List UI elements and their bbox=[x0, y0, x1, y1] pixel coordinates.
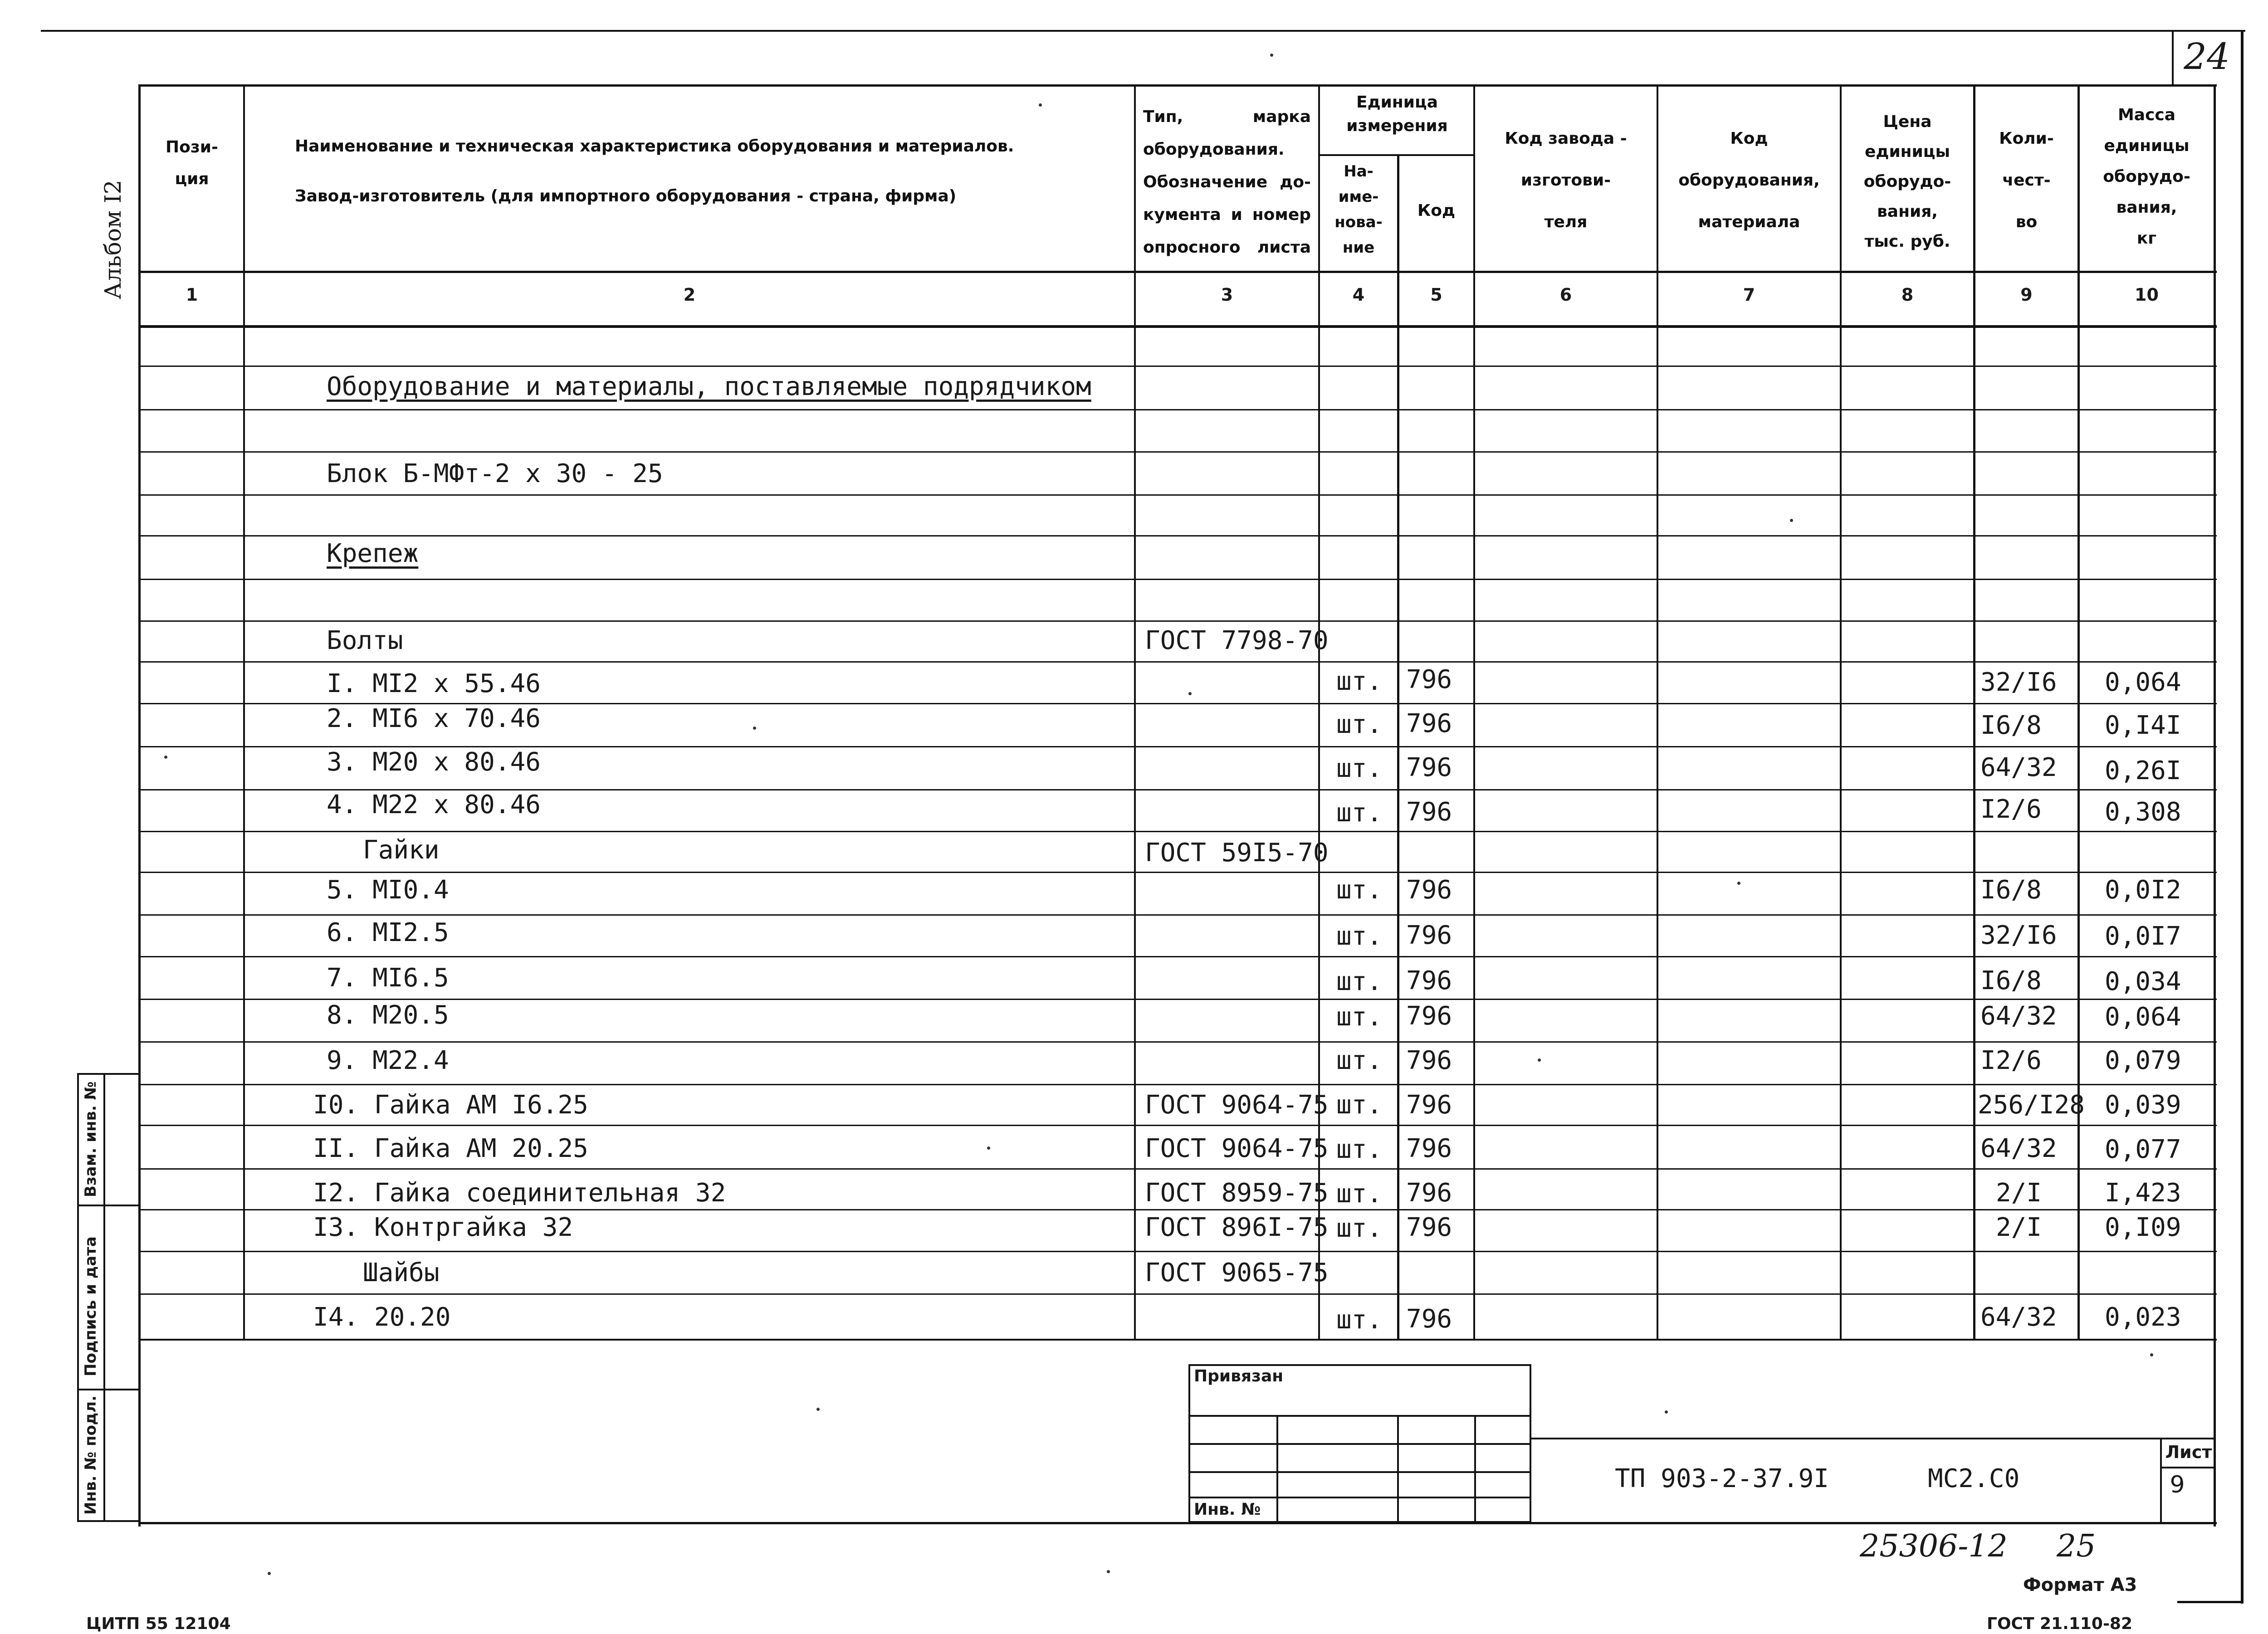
table-row-code: 796 bbox=[1406, 1134, 1452, 1163]
col-line bbox=[1473, 84, 1475, 1341]
table-row-code: 796 bbox=[1406, 665, 1452, 694]
sheet-box-mid bbox=[2160, 1467, 2215, 1468]
table-bottom-line bbox=[138, 1339, 2217, 1341]
table-row-code: 796 bbox=[1406, 921, 1452, 950]
section-title: Оборудование и материалы, поставляемые подрядчиком bbox=[327, 372, 1091, 401]
col-line bbox=[1840, 84, 1842, 1341]
table-row-name: 8. М20.5 bbox=[327, 1000, 449, 1030]
row-line bbox=[138, 1293, 2217, 1295]
table-row-name: I. МI2 х 55.46 bbox=[327, 669, 541, 698]
colnum-cell bbox=[1658, 285, 1840, 312]
archive-number: 25306-12 25 bbox=[1860, 1528, 2096, 1564]
table-row-name: Гайки bbox=[363, 835, 440, 865]
table-row-qty: 256/I28 bbox=[1978, 1090, 2085, 1120]
scan-speck bbox=[1107, 1570, 1110, 1573]
unit-group-line bbox=[1319, 154, 1473, 156]
table-row-mass: 0,023 bbox=[2105, 1302, 2181, 1332]
sheet-box-left bbox=[2160, 1438, 2162, 1523]
table-row-code: 796 bbox=[1406, 966, 1452, 995]
side-stamp-divider bbox=[103, 1073, 105, 1522]
table-row-qty: I2/6 bbox=[1980, 795, 2042, 824]
table-row-qty: I6/8 bbox=[1980, 966, 2042, 995]
col-line bbox=[1657, 84, 1658, 1341]
scan-speck bbox=[816, 1408, 820, 1411]
table-row-mass: 0,034 bbox=[2105, 967, 2181, 996]
table-row-qty: 64/32 bbox=[1980, 753, 2057, 782]
binding-box-line bbox=[1188, 1415, 1531, 1417]
scan-speck bbox=[1270, 54, 1273, 57]
header-col4-5-group: Единица измерения bbox=[1346, 93, 1448, 135]
block-name: Блок Б-МФт-2 х 30 - 25 bbox=[327, 459, 663, 488]
row-line bbox=[138, 956, 2217, 957]
colnum-cell bbox=[1842, 285, 1973, 312]
subsection-title: Крепеж bbox=[327, 539, 419, 568]
row-line bbox=[138, 451, 2217, 453]
row-line bbox=[138, 620, 2217, 622]
column-number: 6 bbox=[1559, 285, 1572, 305]
row-line bbox=[138, 914, 2217, 916]
table-row-mass: 0,079 bbox=[2105, 1046, 2181, 1075]
row-line bbox=[138, 1084, 2217, 1085]
table-row-doc: ГОСТ 896I-75 bbox=[1145, 1213, 1329, 1242]
table-row-doc: ГОСТ 9064-75 bbox=[1145, 1134, 1329, 1163]
colnum-cell bbox=[1475, 285, 1657, 312]
row-line bbox=[138, 409, 2217, 410]
colnum-cell bbox=[1136, 285, 1318, 312]
table-row-name: I4. 20.20 bbox=[313, 1302, 451, 1332]
col-line bbox=[2214, 84, 2216, 1527]
table-row-name: Болты bbox=[327, 626, 403, 655]
binding-label: Привязан bbox=[1194, 1367, 1284, 1385]
binding-box-divider bbox=[1474, 1415, 1476, 1523]
table-row-code: 796 bbox=[1406, 709, 1452, 738]
table-row-qty: 64/32 bbox=[1980, 1134, 2057, 1163]
table-row-unit: шт. bbox=[1336, 1214, 1383, 1243]
scan-speck bbox=[753, 727, 756, 730]
binding-box-line bbox=[1188, 1471, 1531, 1473]
title-block-bottom-line bbox=[138, 1522, 2217, 1524]
table-row-qty: 32/I6 bbox=[1980, 921, 2057, 950]
row-line bbox=[138, 1251, 2217, 1252]
row-line bbox=[138, 831, 2217, 832]
colnum-bottom-line bbox=[138, 325, 2217, 328]
row-line bbox=[138, 1168, 2217, 1170]
table-row-mass: 0,0I2 bbox=[2105, 875, 2181, 905]
scan-speck bbox=[1790, 519, 1793, 522]
stamp-original-inv: Инв. № подл. bbox=[82, 1395, 100, 1515]
table-row-mass: I,423 bbox=[2105, 1178, 2181, 1208]
table-row-name: 5. МI0.4 bbox=[327, 875, 449, 905]
inv-no-label: Инв. № bbox=[1194, 1500, 1261, 1519]
table-row-code: 796 bbox=[1406, 1304, 1452, 1334]
table-row-qty: 64/32 bbox=[1980, 1302, 2057, 1332]
col-line bbox=[2077, 84, 2080, 1341]
table-row-mass: 0,064 bbox=[2105, 1002, 2181, 1032]
row-line bbox=[138, 872, 2217, 873]
scan-speck bbox=[1538, 1058, 1541, 1062]
table-row-unit: шт. bbox=[1336, 967, 1383, 996]
table-row-name: Шайбы bbox=[363, 1258, 440, 1288]
table-row-qty: 2/I bbox=[1996, 1178, 2042, 1208]
table-row-unit: шт. bbox=[1336, 710, 1383, 739]
table-row-mass: 0,077 bbox=[2105, 1135, 2181, 1164]
table-row-doc: ГОСТ 59I5-70 bbox=[1145, 838, 1329, 868]
column-number: 7 bbox=[1743, 285, 1755, 305]
header-col4: На- име- нова- ние bbox=[1334, 162, 1383, 257]
table-row-qty: I6/8 bbox=[1980, 875, 2042, 905]
table-row-code: 796 bbox=[1406, 1213, 1452, 1242]
table-row-doc: ГОСТ 9064-75 bbox=[1145, 1090, 1329, 1120]
table-row-doc: ГОСТ 7798-70 bbox=[1145, 626, 1329, 655]
table-row-name: 4. М22 х 80.46 bbox=[327, 790, 541, 819]
table-row-mass: 0,I09 bbox=[2105, 1213, 2181, 1242]
table-row-code: 796 bbox=[1406, 1178, 1452, 1208]
header-col2: Наименование и техническая характеристика оборудования и материалов. Завод-изготовитель (для импортного оборудования - страна, фирма) bbox=[295, 137, 1014, 205]
row-line bbox=[138, 1209, 2217, 1210]
colnum-cell bbox=[1399, 285, 1473, 312]
scan-speck bbox=[1737, 882, 1740, 885]
table-row-mass: 0,I4I bbox=[2105, 711, 2181, 740]
colnum-cell bbox=[245, 285, 1134, 312]
col-line bbox=[1397, 154, 1399, 1341]
table-row-name: 3. М20 х 80.46 bbox=[327, 747, 541, 777]
table-row-name: 2. МI6 х 70.46 bbox=[327, 704, 541, 733]
scan-speck bbox=[1665, 1410, 1668, 1414]
colnum-cell bbox=[2080, 285, 2214, 312]
table-row-unit: шт. bbox=[1336, 1002, 1383, 1032]
document-code: ТП 903-2-37.9I bbox=[1615, 1464, 1829, 1493]
sheet-number: 9 bbox=[2170, 1471, 2185, 1498]
table-row-name: 7. МI6.5 bbox=[327, 963, 449, 993]
table-row-code: 796 bbox=[1406, 753, 1452, 782]
table-row-name: I0. Гайка АМ I6.25 bbox=[313, 1090, 588, 1120]
stamp-replacement-inv: Взам. инв. № bbox=[82, 1081, 100, 1197]
row-line bbox=[138, 1125, 2217, 1126]
row-line bbox=[138, 494, 2217, 496]
binding-box-divider bbox=[1397, 1415, 1399, 1523]
col-line bbox=[243, 84, 245, 1341]
header-bottom-line bbox=[138, 271, 2217, 273]
row-line bbox=[138, 535, 2217, 537]
row-line bbox=[138, 579, 2217, 580]
header-col7: Код оборудования, материала bbox=[1678, 129, 1820, 231]
binding-box-line bbox=[1188, 1443, 1531, 1445]
binding-box-line bbox=[1188, 1497, 1531, 1498]
side-stamp-divider bbox=[77, 1389, 141, 1390]
row-line bbox=[138, 366, 2217, 367]
footer-left-code: ЦИТП 55 12104 bbox=[86, 1614, 231, 1633]
scan-speck bbox=[164, 756, 167, 759]
table-row-unit: шт. bbox=[1336, 922, 1383, 951]
page-number: 24 bbox=[2184, 35, 2230, 78]
side-stamp-divider bbox=[77, 1205, 141, 1206]
table-row-doc: ГОСТ 9065-75 bbox=[1145, 1258, 1329, 1288]
document-mark: МС2.С0 bbox=[1928, 1464, 2020, 1493]
table-row-name: 9. М22.4 bbox=[327, 1046, 449, 1075]
sheet-label: Лист bbox=[2165, 1442, 2212, 1462]
table-row-code: 796 bbox=[1406, 1090, 1452, 1120]
header-col9: Коли- чест- во bbox=[1999, 129, 2054, 231]
colnum-cell bbox=[141, 285, 243, 312]
table-row-unit: шт. bbox=[1336, 798, 1383, 828]
table-row-unit: шт. bbox=[1336, 1090, 1383, 1120]
table-row-mass: 0,0I7 bbox=[2105, 922, 2181, 951]
table-row-mass: 0,26I bbox=[2105, 756, 2181, 785]
row-line bbox=[138, 661, 2217, 663]
column-number: 3 bbox=[1221, 285, 1233, 305]
table-row-doc: ГОСТ 8959-75 bbox=[1145, 1178, 1329, 1208]
colnum-cell bbox=[1975, 285, 2077, 312]
scan-speck bbox=[987, 1146, 990, 1150]
col-line bbox=[1973, 84, 1975, 1341]
header-col10: Масса единицы оборудо- вания, кг bbox=[2103, 106, 2190, 248]
table-row-unit: шт. bbox=[1336, 754, 1383, 783]
scan-speck bbox=[2150, 1353, 2153, 1356]
table-row-name: 6. МI2.5 bbox=[327, 918, 449, 947]
table-row-unit: шт. bbox=[1336, 667, 1383, 696]
column-number: 5 bbox=[1430, 285, 1442, 305]
col-line bbox=[1134, 84, 1136, 1341]
table-row-unit: шт. bbox=[1336, 875, 1383, 905]
table-row-mass: 0,308 bbox=[2105, 797, 2181, 827]
column-number: 1 bbox=[186, 285, 198, 305]
table-row-unit: шт. bbox=[1336, 1305, 1383, 1335]
table-row-mass: 0,064 bbox=[2105, 668, 2181, 697]
table-row-code: 796 bbox=[1406, 875, 1452, 905]
table-row-name: I3. Контргайка 32 bbox=[313, 1213, 573, 1242]
table-row-unit: шт. bbox=[1336, 1046, 1383, 1075]
row-line bbox=[138, 999, 2217, 1000]
binding-box-divider bbox=[1276, 1415, 1278, 1523]
table-top-line bbox=[138, 84, 2217, 87]
table-row-qty: I2/6 bbox=[1980, 1046, 2042, 1075]
column-number: 2 bbox=[683, 285, 696, 305]
header-col1: Пози- ция bbox=[166, 138, 218, 188]
stamp-signature-date: Подпись и дата bbox=[82, 1236, 100, 1376]
table-row-name: II. Гайка АМ 20.25 bbox=[313, 1134, 588, 1163]
doc-code-top-line bbox=[1531, 1438, 2214, 1439]
table-row-qty: I6/8 bbox=[1980, 711, 2042, 740]
header-col3: Тип, марка оборудования. Обозначение до- кумента и номер опросного листа bbox=[1143, 107, 1311, 257]
album-label: Альбом I2 bbox=[100, 180, 126, 299]
table-row-name: I2. Гайка соединительная 32 bbox=[313, 1178, 726, 1208]
header-col8: Цена единицы оборудо- вания, тыс. руб. bbox=[1863, 112, 1951, 251]
scan-speck bbox=[1039, 103, 1042, 107]
table-row-qty: 32/I6 bbox=[1980, 668, 2057, 697]
format-label: Формат А3 bbox=[2023, 1575, 2137, 1595]
scan-speck bbox=[268, 1572, 271, 1575]
header-col6: Код завода - изготови- теля bbox=[1505, 129, 1627, 231]
footer-right-code: ГОСТ 21.110-82 bbox=[1987, 1614, 2133, 1633]
table-row-qty: 64/32 bbox=[1980, 1001, 2057, 1031]
table-row-qty: 2/I bbox=[1996, 1213, 2042, 1242]
colnum-cell bbox=[1320, 285, 1397, 312]
header-col5: Код bbox=[1417, 201, 1456, 220]
table-row-code: 796 bbox=[1406, 1001, 1452, 1031]
table-row-mass: 0,039 bbox=[2105, 1090, 2181, 1120]
column-number: 4 bbox=[1352, 285, 1365, 305]
scan-speck bbox=[1188, 692, 1192, 695]
table-row-code: 796 bbox=[1406, 1046, 1452, 1075]
column-number: 8 bbox=[1901, 285, 1914, 305]
column-number: 10 bbox=[2135, 285, 2159, 305]
table-row-unit: шт. bbox=[1336, 1179, 1383, 1209]
column-number: 9 bbox=[2020, 285, 2033, 305]
row-line bbox=[138, 1041, 2217, 1043]
table-row-code: 796 bbox=[1406, 797, 1452, 827]
table-row-unit: шт. bbox=[1336, 1135, 1383, 1164]
